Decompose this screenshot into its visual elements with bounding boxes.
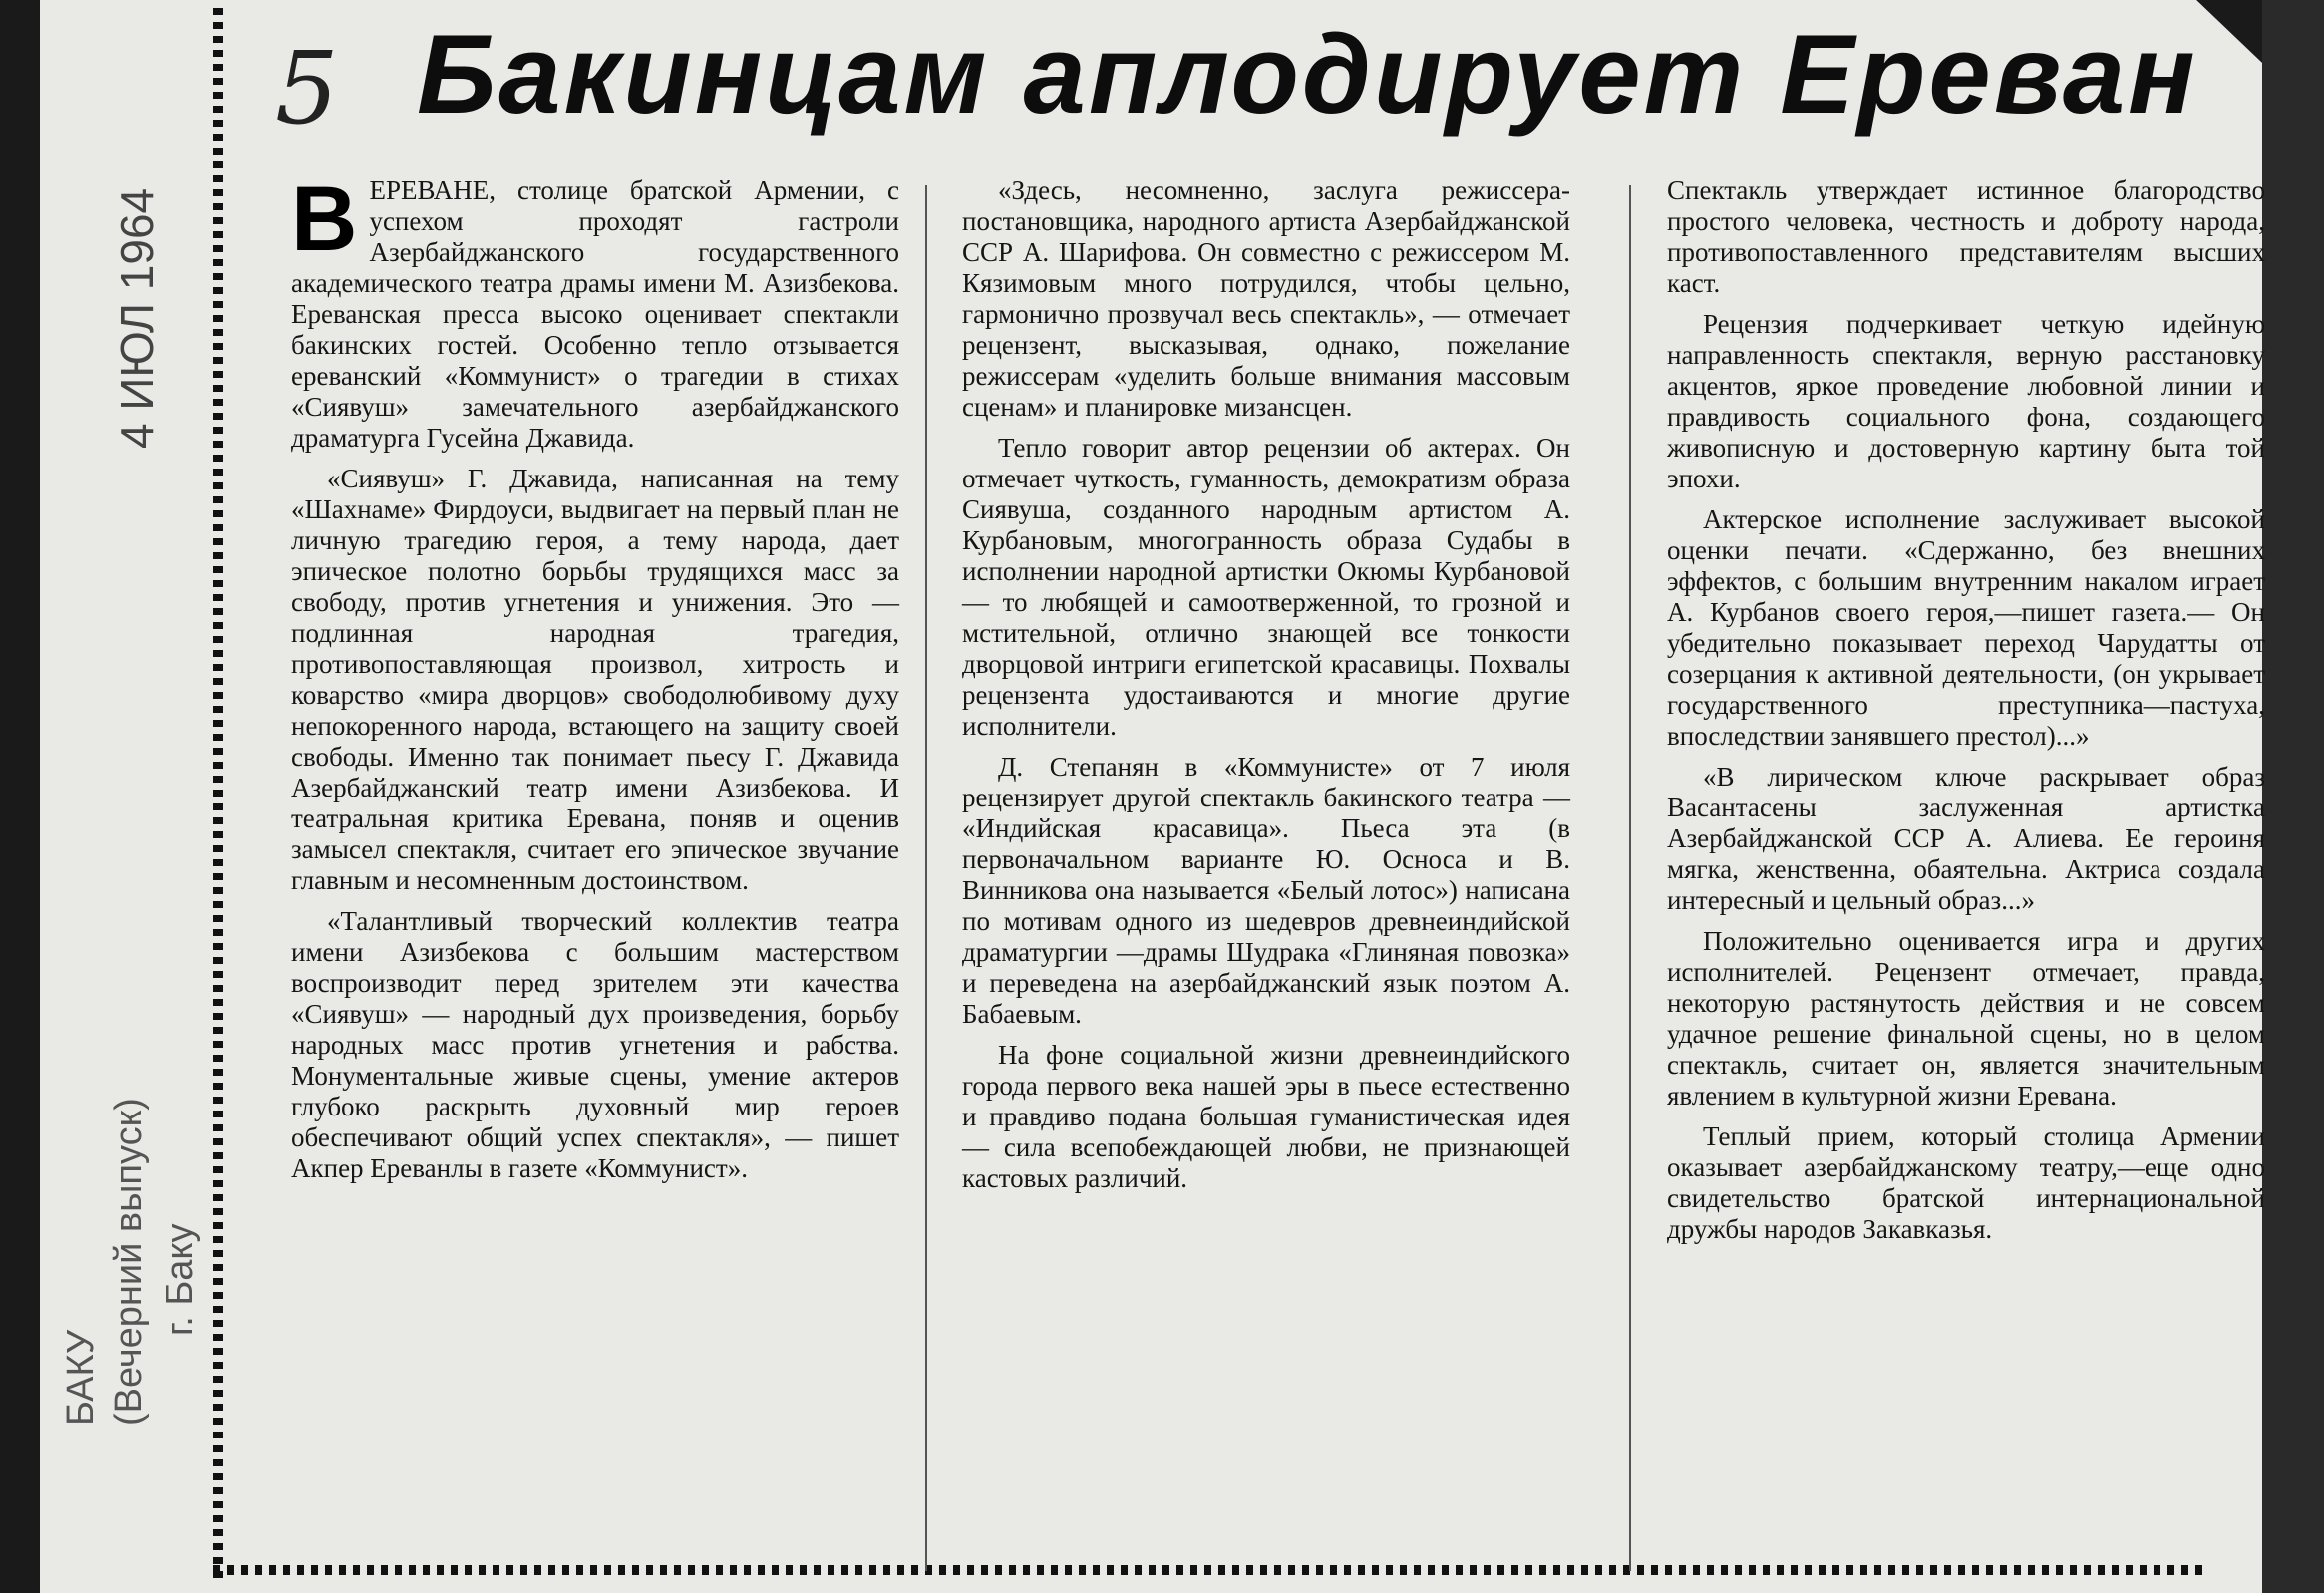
article-headline [267, 10, 2198, 150]
article-column-2 [962, 175, 1570, 1204]
drop-cap: В [291, 168, 358, 270]
paragraph: Положительно оценивается игра и других исполнителей. Рецензент отмечает, правда, некоторую растянутость действия и не совсем удачное решение финальной сцены, но в целом спектакль, считает он, является значительным явлением в культурной жизни Еревана. [1667, 926, 2265, 1111]
paragraph: Рецензия подчеркивает четкую идейную направленность спектакля, верную расстановку акцентов, яркое проведение любовной линии и правдивость социального фона, создающего живописную и достоверную картину быта той эпохи. [1667, 309, 2265, 493]
paragraph: Д. Степанян в «Коммунисте» от 7 июля рецензирует другой спектакль бакинского театра — «Индийская красавица». Пьеса эта (в первоначальном варианте Ю. Осноса и В. Винникова она называется «Белый лотос») написана по мотивам одного из шедевров древнеиндийской драматургии —драмы Шудрака «Глиняная повозка» и переведена на азербайджанский язык поэтом А. Бабаевым. [962, 752, 1570, 1029]
column-rule [1629, 185, 1631, 1571]
paragraph [291, 168, 899, 454]
source-newspaper: БАКУ [60, 1329, 102, 1426]
article-column-1 [291, 168, 899, 1194]
paragraph: «Талантливый творческий коллектив театра имени Азизбекова с большим мастерством воспроизводит перед зрителем эти качества «Сиявуш» — народный дух произведения, борьбу народных масс против угнетения и рабства. Монументальные живые сцены, умение актеров глубоко раскрыть духовный мир героев обеспечивают общий успех спектакля», — пишет Акпер Ереванлы в газете «Коммунист». [291, 906, 899, 1183]
clipping-border-left [213, 8, 223, 1583]
paragraph: Спектакль утверждает истинное благородство простого человека, честность и доброту народа, противопоставленного представителям высших каст. [1667, 175, 2265, 298]
paragraph: «Сиявуш» Г. Джавида, написанная на тему «Шахнаме» Фирдоуси, выдвигает на первый план не личную трагедию героя, а тему народа, дает эпическое полотно борьбы трудящихся масс за свободу, против угнетения и унижения. Это — подлинная народная трагедия, противопоставляющая произвол, хитрость и коварство «мира дворцов» свободолюбивому духу непокоренного народа, встающего на защиту своей свободы. Именно так понимает пьесу Г. Джавида Азербайджанский театр имени Азизбекова. И театральная критика Еревана, поняв и оценив замысел спектакля, считает его эпическое звучание главным и несомненным достоинством. [291, 464, 899, 895]
article-column-3 [1667, 175, 2265, 1255]
clipping-border-bottom [213, 1565, 2207, 1575]
stamp-date: 4 ИЮЛ 1964 [111, 187, 163, 449]
paragraph: Теплый прием, который столица Армении оказывает азербайджанскому театру,—еще одно свидетельство братской интернациональной дружбы народов Закавказья. [1667, 1121, 2265, 1244]
column-rule [925, 185, 927, 1571]
article-title: Бакинцам аплодирует Ереван [417, 12, 2198, 137]
source-edition: (Вечерний выпуск) [108, 1098, 150, 1426]
background-edge [2262, 0, 2324, 1593]
paragraph-text: ЕРЕВАНЕ, столице братской Армении, с успехом проходят гастроли Азербайджанского государственного академического театра драмы имени М. Азизбекова. Ереванская пресса высоко оценивает спектакли бакинских гостей. Особенно тепло отзывается ереванский «Коммунист» о трагедии в стихах «Сиявуш» замечательного азербайджанского драматурга Гусейна Джавида. [291, 175, 899, 453]
paragraph: «Здесь, несомненно, заслуга режиссера-постановщика, народного артиста Азербайджанской ССР А. Шарифова. Он совместно с режиссером М. Кязимовым много потрудился, чтобы цельно, гармонично прозвучал весь спектакль», — отмечает рецензент, высказывая, однако, пожелание режиссерам «уделить больше внимания массовым сценам» и планировке мизансцен. [962, 175, 1570, 422]
paragraph: Тепло говорит автор рецензии об актерах. Он отмечает чуткость, гуманность, демократизм образа Сиявуша, созданного народным артистом А. Курбановым, многогранность образа Судабы в исполнении народной артистки Окюмы Курбановой — то любящей и самоотверженной, то грозной и мстительной, отлично знающей все тонкости дворцовой интриги египетской красавицы. Похвалы рецензента удостаиваются и многие другие исполнители. [962, 433, 1570, 741]
date-stamp [70, 30, 219, 449]
paragraph: Актерское исполнение заслуживает высокой оценки печати. «Сдержанно, без внешних эффектов, с большим внутренним накалом играет А. Курбанов своего героя,—пишет газета.— Он убедительно показывает переход Чарудатты от созерцания к активной деятельности, (он укрывает государственного преступника—пастуха, впоследствии занявшего престол)...» [1667, 504, 2265, 751]
source-city: г. Баку [160, 1223, 201, 1336]
paragraph: «В лирическом ключе раскрывает образ Васантасены заслуженная артистка Азербайджанской ССР А. Алиева. Ее героиня мягка, женственна, обаятельна. Актриса создала интересный и цельный образ...» [1667, 762, 2265, 915]
handwritten-page-number: 5 [275, 30, 339, 147]
source-note [60, 1007, 229, 1426]
paragraph: На фоне социальной жизни древнеиндийского города первого века нашей эры в пьесе естественно и правдиво подана большая гуманистическая идея — сила всепобеждающей любви, не признающей кастовых различий. [962, 1040, 1570, 1193]
